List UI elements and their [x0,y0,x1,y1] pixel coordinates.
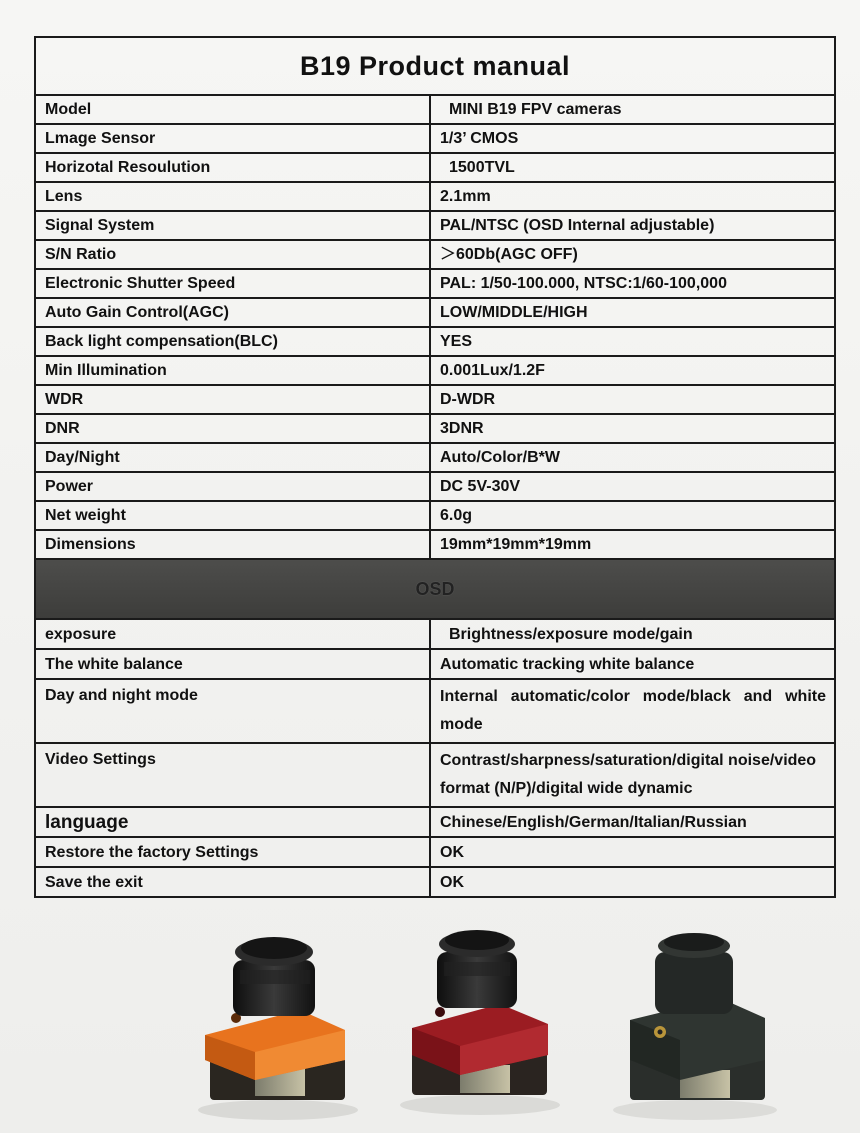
spec-label: Lmage Sensor [35,124,430,153]
osd-label: Video Settings [35,743,430,807]
spec-value: LOW/MIDDLE/HIGH [430,298,835,327]
spec-label: Dimensions [35,530,430,559]
spec-value: 6.0g [430,501,835,530]
spec-label: S/N Ratio [35,240,430,269]
spec-row [35,211,835,240]
osd-row [35,649,835,679]
spec-row [35,240,835,269]
black-camera-image [613,933,777,1120]
osd-value: Internal automatic/color mode/black and white mode [430,679,835,743]
spec-row [35,153,835,182]
spec-value: YES [430,327,835,356]
spec-row [35,269,835,298]
osd-value: Brightness/exposure mode/gain [430,619,835,649]
spec-row [35,385,835,414]
spec-value: DC 5V-30V [430,472,835,501]
spec-label: WDR [35,385,430,414]
spec-label: Electronic Shutter Speed [35,269,430,298]
spec-row [35,530,835,559]
osd-label: Restore the factory Settings [35,837,430,867]
spec-value: D-WDR [430,385,835,414]
spec-row [35,472,835,501]
spec-row [35,443,835,472]
spec-label: Model [35,95,430,124]
spec-label: Lens [35,182,430,211]
camera-photos [0,900,860,1133]
page-title: B19 Product manual [35,37,835,95]
spec-row [35,298,835,327]
osd-value: Chinese/English/German/Italian/Russian [430,807,835,837]
spec-value: MINI B19 FPV cameras [430,95,835,124]
spec-value: ＞60Db(AGC OFF) [430,240,835,269]
orange-camera-image [198,937,358,1120]
red-camera-image [400,930,560,1115]
spec-row [35,327,835,356]
osd-row [35,743,835,807]
spec-value: Auto/Color/B*W [430,443,835,472]
spec-row [35,182,835,211]
spec-value: 1/3’ CMOS [430,124,835,153]
osd-label: Day and night mode [35,679,430,743]
osd-value: OK [430,837,835,867]
spec-table [34,36,836,898]
osd-row [35,679,835,743]
osd-row [35,619,835,649]
spec-value: 19mm*19mm*19mm [430,530,835,559]
osd-section-header: OSD [35,559,835,619]
osd-value: OK [430,867,835,897]
spec-value: 2.1mm [430,182,835,211]
spec-label: DNR [35,414,430,443]
osd-value: Automatic tracking white balance [430,649,835,679]
osd-row [35,837,835,867]
spec-value: 1500TVL [430,153,835,182]
osd-label: language [35,807,430,837]
osd-row [35,807,835,837]
spec-row [35,356,835,385]
spec-value: 0.001Lux/1.2F [430,356,835,385]
spec-row [35,501,835,530]
spec-label: Signal System [35,211,430,240]
osd-row [35,867,835,897]
spec-label: Auto Gain Control(AGC) [35,298,430,327]
spec-label: Horizotal Resoulution [35,153,430,182]
osd-label: The white balance [35,649,430,679]
spec-value: PAL/NTSC (OSD Internal adjustable) [430,211,835,240]
osd-label: exposure [35,619,430,649]
spec-label: Min Illumination [35,356,430,385]
spec-label: Net weight [35,501,430,530]
spec-label: Day/Night [35,443,430,472]
spec-row [35,95,835,124]
spec-row [35,124,835,153]
osd-value: Contrast/sharpness/saturation/digital noise/video format (N/P)/digital wide dynamic [430,743,835,807]
spec-row [35,414,835,443]
spec-value: PAL: 1/50-100.000, NTSC:1/60-100,000 [430,269,835,298]
spec-label: Power [35,472,430,501]
osd-label: Save the exit [35,867,430,897]
spec-value: 3DNR [430,414,835,443]
spec-label: Back light compensation(BLC) [35,327,430,356]
